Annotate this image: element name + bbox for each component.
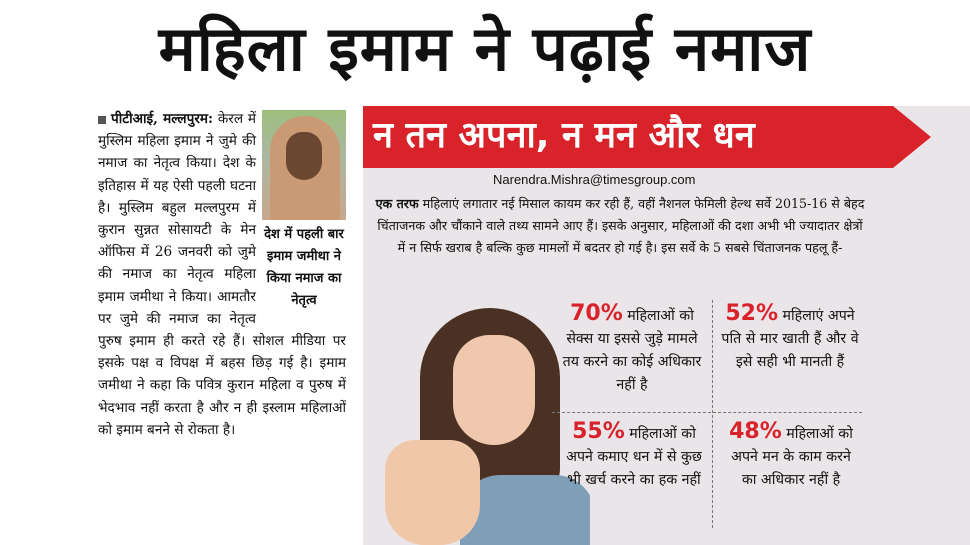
stats-divider-horizontal [552,412,862,413]
stat-48-percent: 48% [729,419,782,444]
author-email: Narendra.Mishra@timesgroup.com [493,172,696,187]
article-byline: पीटीआई, मल्लपुरम: [111,111,214,127]
stat-52-percent: 52% [725,301,779,326]
stat-70 [556,302,708,397]
left-article [98,108,346,441]
stat-48-text: महिलाओं को अपने मन के काम करने का अधिकार नहीं है [731,426,853,488]
illustration-face [453,335,535,445]
stat-55-text: महिलाओं को अपने कमाए धन में से कुछ भी खर्च करने का हक नहीं [566,426,702,488]
stat-70-text: महिलाओं को सेक्स या इससे जुड़े मामले तय करने का कोई अधिकार नहीं है [562,308,702,393]
banner-arrow [893,106,931,168]
imam-photo [262,110,346,220]
photo-caption: देश में पहली बार इमाम जमीथा ने किया नमाज का नेतृत्व [264,227,344,308]
stat-48 [722,420,860,492]
stat-55 [560,420,708,492]
stats-divider-vertical [712,300,713,528]
illustration-hand [385,440,480,545]
intro-text: महिलाएं लगातार नई मिसाल कायम कर रही हैं, वहीं नैशनल फेमिली हेल्थ सर्वे 2015-16 से बेहद चिंताजनक और चौंकाने वाले तथ्य सामने आए हैं। इसके अनुसार, महिलाओं की दशा अभी भी ज्यादातर क्षेत्रों में न सिर्फ खराब है बल्कि कुछ मामलों में बदतर हो गई है। इस सर्वे के 5 सबसे चिंताजनक पहलू हैं- [377,196,865,255]
stat-52 [720,302,860,374]
square-bullet-icon [98,116,106,124]
feature-banner [363,106,963,168]
feature-intro [375,193,865,259]
stat-55-percent: 55% [572,419,625,444]
stat-52-text: महिलाएं अपने पति से मार खाती हैं और वे इसे सही भी मानती हैं [721,308,859,370]
photo-face [286,132,322,180]
intro-lead: एक तरफ [375,196,419,211]
headline: महिला इमाम ने पढ़ाई नमाज [158,12,812,85]
banner-title: न तन अपना, न मन और धन [373,115,755,156]
article-body: केरल में मुस्लिम महिला इमाम ने जुमे की नमाज का नेतृत्व किया। देश के इतिहास में यह ऐसी पहली घटना है। मुस्लिम बहुल मल्लपुरम में कुरान सुन्नत सोसायटी के मेन ऑफिस में 26 जनवरी को जुमे की नमाज का नेतृत्व महिला इमाम जमीथा ने किया। आमतौर पर जुमे की नमाज का नेतृत्व पुरुष इमाम ही करते रहे हैं। सोशल मीडिया पर इसके पक्ष व विपक्ष में बहस छिड़ गई है। इमाम जमीथा ने कहा कि पवित्र कुरान महिला व पुरुष में भेदभाव नहीं करता है और न ही इस्लाम महिलाओं को इमाम बनने से रोकता है। [98,111,346,438]
stat-70-percent: 70% [570,301,623,326]
